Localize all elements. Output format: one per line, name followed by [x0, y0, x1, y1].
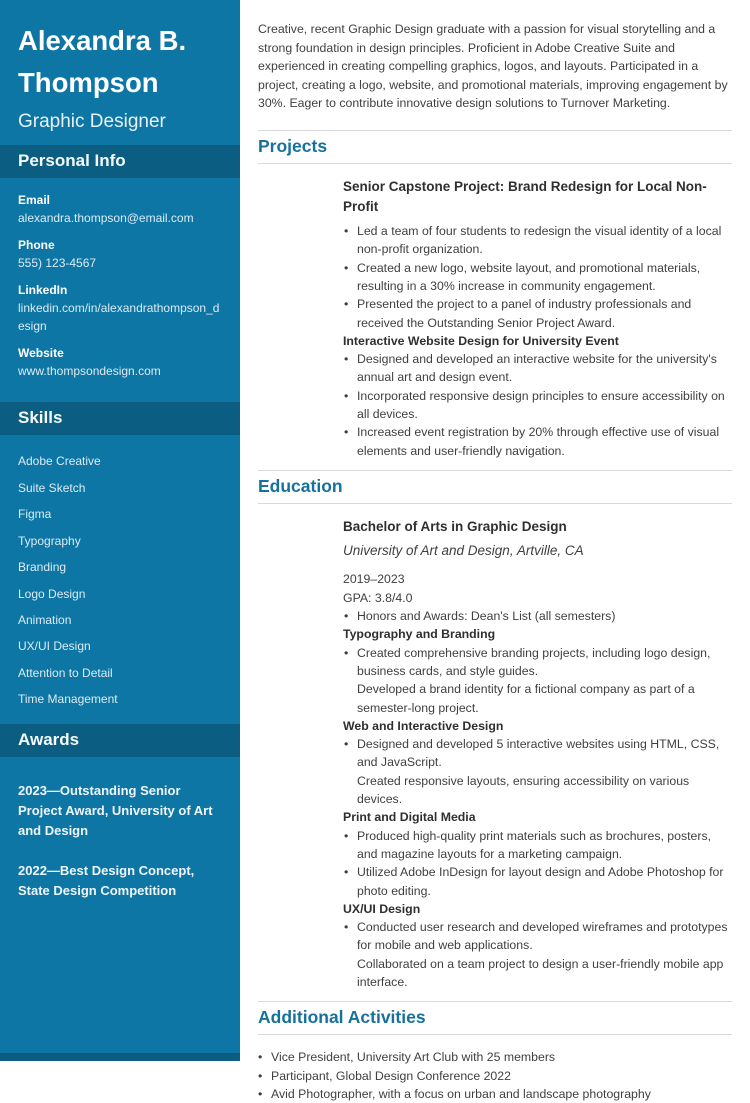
- candidate-job-title: Graphic Designer: [18, 110, 166, 132]
- project-bullet-list: [343, 222, 732, 332]
- education-continuation: Created responsive layouts, ensuring accessibility on various devices.: [357, 773, 690, 807]
- contact-list: [0, 178, 240, 391]
- sidebar: [0, 0, 240, 1061]
- projects-heading: Projects: [258, 135, 328, 156]
- education-bullet: • Produced high-quality print materials such as brochures, posters, and magazine layouts for a marketing campaign.: [343, 827, 732, 864]
- education-bullet: • Designed and developed 5 interactive websites using HTML, CSS, and JavaScript.: [343, 735, 732, 772]
- education-subhead: UX/UI Design: [343, 901, 421, 916]
- linkedin-value: linkedin.com/in/alexandrathompson_design: [18, 301, 220, 334]
- skill-item: Logo Design: [18, 586, 86, 601]
- activities-list: [258, 1035, 732, 1103]
- activity-item: • Participant, Global Design Conference 2022: [258, 1067, 732, 1085]
- project-subheading: Interactive Website Design for University Event: [343, 333, 619, 348]
- skills-list: [0, 435, 240, 712]
- professional-summary: Creative, recent Graphic Design graduate with a passion for visual storytelling and a strong foundation in design principles. Proficient in Adobe Creative Suite and experienced in creating compelling graphics, logos, and layouts. Participated in a project, creating a logo, website, and promotional materials, improving engagement by 30%. Eager to contribute innovative design solutions to Turnover Marketing.: [258, 22, 728, 111]
- skill-item: Animation: [18, 612, 72, 627]
- project-bullet: • Presented the project to a panel of industry professionals and received the Outstanding Senior Project Award.: [343, 295, 732, 332]
- degree-title: Bachelor of Arts in Graphic Design: [343, 519, 567, 535]
- activities-section-header: [258, 1001, 732, 1035]
- skills-heading: Skills: [0, 402, 240, 435]
- education-gpa: GPA: 3.8/4.0: [343, 590, 413, 605]
- education-bullet: • Conducted user research and developed wireframes and prototypes for mobile and web applications.: [343, 918, 732, 955]
- education-continuation: Collaborated on a team project to design a user-friendly mobile app interface.: [357, 956, 724, 990]
- education-section-body: [258, 504, 732, 1001]
- candidate-name: Alexandra B. Thompson: [18, 25, 187, 99]
- school-name: University of Art and Design, Artville, CA: [343, 542, 584, 558]
- phone-value: 555) 123-4567: [18, 256, 97, 271]
- education-bullet: • Created comprehensive branding projects, including logo design, business cards, and style guides.: [343, 644, 732, 681]
- project-bullet: • Designed and developed an interactive website for the university's annual art and design event.: [343, 350, 732, 387]
- email-label: Email: [18, 193, 51, 208]
- contact-field-website: [18, 344, 222, 380]
- projects-section-body: [258, 164, 732, 470]
- education-subhead: Web and Interactive Design: [343, 718, 504, 733]
- website-label: Website: [18, 346, 64, 361]
- education-bullet: • Honors and Awards: Dean's List (all semesters): [343, 607, 732, 625]
- education-subhead: Typography and Branding: [343, 627, 496, 642]
- skill-item: Typography: [18, 533, 81, 548]
- education-section-header: [258, 470, 732, 504]
- project-sub-bullet-list: [343, 350, 732, 460]
- skill-item: Attention to Detail: [18, 665, 113, 680]
- awards-list: [0, 757, 240, 901]
- skill-item: Time Management: [18, 692, 118, 707]
- contact-field-email: [18, 191, 222, 227]
- personal-info-heading: Personal Info: [0, 145, 240, 178]
- education-subhead: Print and Digital Media: [343, 810, 476, 825]
- projects-section-header: [258, 130, 732, 164]
- education-dates: 2019–2023: [343, 572, 405, 587]
- project-bullet: • Increased event registration by 20% through effective use of visual elements and user-friendly navigation.: [343, 423, 732, 460]
- email-value: alexandra.thompson@email.com: [18, 211, 194, 226]
- project-title: Senior Capstone Project: Brand Redesign for Local Non-Profit: [343, 178, 707, 214]
- phone-label: Phone: [18, 238, 55, 253]
- activity-item: • Avid Photographer, with a focus on urban and landscape photography: [258, 1085, 732, 1103]
- award-item: 2023—Outstanding Senior Project Award, University of Art and Design: [18, 782, 213, 838]
- main-content: [240, 0, 750, 1102]
- contact-field-phone: [18, 236, 222, 272]
- education-bullet: • Utilized Adobe InDesign for layout design and Adobe Photoshop for photo editing.: [343, 863, 732, 900]
- awards-heading: Awards: [0, 724, 240, 757]
- activity-item: • Vice President, University Art Club with 25 members: [258, 1048, 732, 1066]
- website-value: www.thompsondesign.com: [18, 364, 161, 379]
- contact-field-linkedin: [18, 281, 222, 335]
- education-continuation: Developed a brand identity for a fictional company as part of a semester-long project.: [357, 682, 695, 715]
- skill-item: UX/UI Design: [18, 639, 91, 654]
- skill-item: Figma: [18, 507, 52, 522]
- education-heading: Education: [258, 475, 343, 496]
- sidebar-bottom-accent: [0, 1053, 240, 1061]
- project-bullet: • Created a new logo, website layout, and promotional materials, resulting in a 30% increase in community engagement.: [343, 259, 732, 296]
- project-bullet: • Led a team of four students to redesign the visual identity of a local non-profit organization.: [343, 222, 732, 259]
- linkedin-label: LinkedIn: [18, 283, 68, 298]
- skill-item: Adobe Creative: [18, 454, 101, 469]
- project-bullet: • Incorporated responsive design principles to ensure accessibility on all devices.: [343, 387, 732, 424]
- skill-item: Branding: [18, 560, 67, 575]
- activities-heading: Additional Activities: [258, 1007, 426, 1028]
- award-item: 2022—Best Design Concept, State Design Competition: [18, 862, 195, 898]
- skill-item: Suite Sketch: [18, 480, 86, 495]
